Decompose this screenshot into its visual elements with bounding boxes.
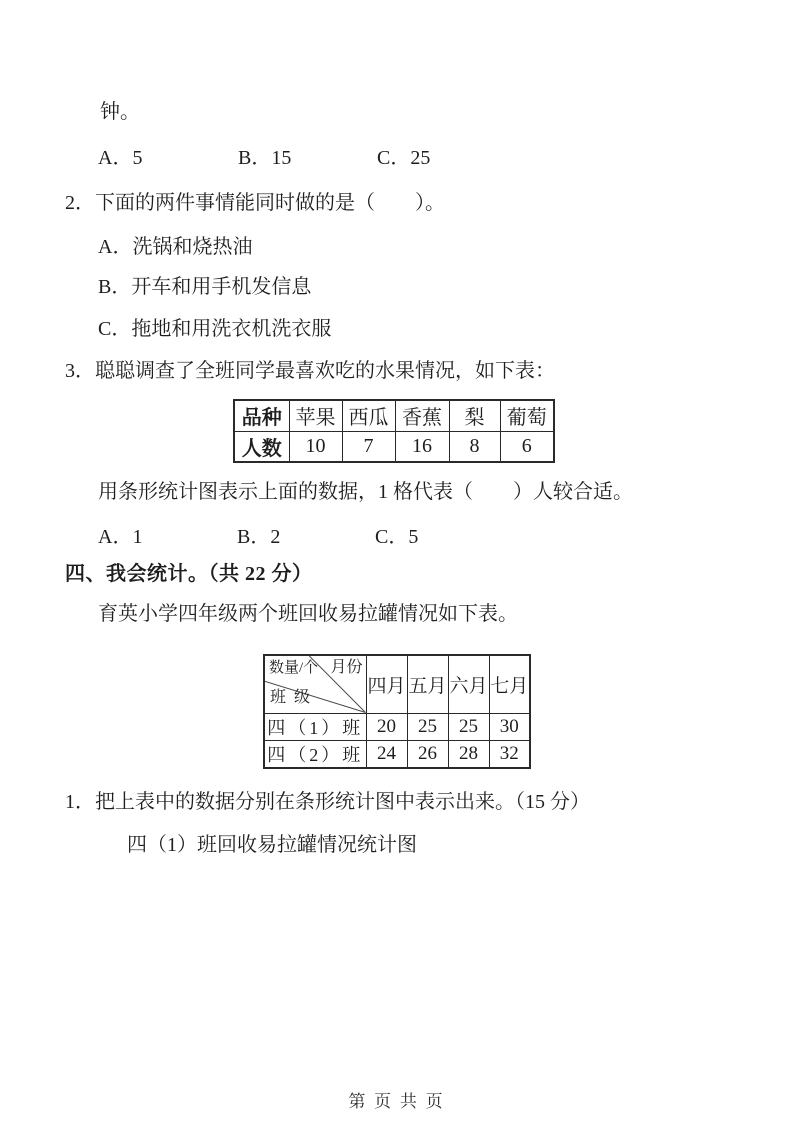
cans-table-month-may: 五月 <box>407 655 448 713</box>
cans-table-value: 30 <box>489 713 530 740</box>
question3-option-c: C．5 <box>375 526 419 548</box>
cans-table-header-row <box>264 655 530 713</box>
fruit-table-cell-count: 7 <box>342 431 395 462</box>
fruit-table-cell-watermelon: 西瓜 <box>342 400 395 431</box>
cans-table-value: 26 <box>407 740 448 768</box>
section4-task1: 1．把上表中的数据分别在条形统计图中表示出来。（15 分） <box>65 791 590 813</box>
cans-table-class1-row <box>264 713 530 740</box>
cans-table-value: 32 <box>489 740 530 768</box>
cans-table-month-april: 四月 <box>366 655 407 713</box>
cans-table-value: 20 <box>366 713 407 740</box>
question1-option-c: C．25 <box>377 147 431 169</box>
corner-label-quantity: 数量/个 <box>269 660 319 676</box>
question2-option-c: C．拖地和用洗衣机洗衣服 <box>98 318 332 340</box>
question2-option-b: B．开车和用手机发信息 <box>98 276 312 298</box>
cans-table-value: 25 <box>448 713 489 740</box>
question1-option-b: B．15 <box>238 147 292 169</box>
section4-intro: 育英小学四年级两个班回收易拉罐情况如下表。 <box>98 603 518 625</box>
diagonal-header-cell <box>264 655 366 713</box>
question2-option-a: A．洗锅和烧热油 <box>98 236 253 258</box>
question1-options-row <box>98 147 658 170</box>
cans-table-value: 28 <box>448 740 489 768</box>
corner-label-month: 月份 <box>330 659 363 676</box>
fruit-table-cell-count: 10 <box>289 431 342 462</box>
cans-table-class2-row <box>264 740 530 768</box>
question3-note: 用条形统计图表示上面的数据，1 格代表（ ）人较合适。 <box>98 481 633 503</box>
question3-option-a: A．1 <box>98 526 143 548</box>
cans-table-value: 24 <box>366 740 407 768</box>
fruit-table-header-row <box>234 400 554 431</box>
fruit-table-cell-banana: 香蕉 <box>395 400 449 431</box>
question2-stem: 2．下面的两件事情能同时做的是（ ）。 <box>65 192 445 214</box>
fruit-table-cell-count: 16 <box>395 431 449 462</box>
fruit-table-cell-count-label: 人数 <box>234 431 289 462</box>
cans-table-class1-label: 四（1）班 <box>264 713 366 740</box>
fruit-table-cell-apple: 苹果 <box>289 400 342 431</box>
fruit-survey-table <box>233 399 555 463</box>
fruit-table-cell-category: 品种 <box>234 400 289 431</box>
corner-label-class: 班 级 <box>270 688 313 706</box>
cans-table-value: 25 <box>407 713 448 740</box>
question1-tail-text: 钟。 <box>100 101 140 123</box>
fruit-table-cell-count: 8 <box>449 431 500 462</box>
question3-options-row <box>98 526 658 549</box>
cans-recycling-table <box>263 654 531 769</box>
question1-option-a: A．5 <box>98 147 143 169</box>
cans-table-month-july: 七月 <box>489 655 530 713</box>
fruit-table-cell-pear: 梨 <box>449 400 500 431</box>
cans-table-month-june: 六月 <box>448 655 489 713</box>
page-footer: 第 页 共 页 <box>348 1092 445 1111</box>
section4-heading: 四、我会统计。（共 22 分） <box>65 563 313 585</box>
fruit-table-count-row <box>234 431 554 462</box>
fruit-table-cell-grape: 葡萄 <box>500 400 554 431</box>
fruit-table-cell-count: 6 <box>500 431 554 462</box>
question3-option-b: B．2 <box>237 526 281 548</box>
question3-stem: 3．聪聪调查了全班同学最喜欢吃的水果情况，如下表： <box>65 360 555 382</box>
bar-chart-title: 四（1）班回收易拉罐情况统计图 <box>127 834 417 856</box>
cans-table-class2-label: 四（2）班 <box>264 740 366 768</box>
